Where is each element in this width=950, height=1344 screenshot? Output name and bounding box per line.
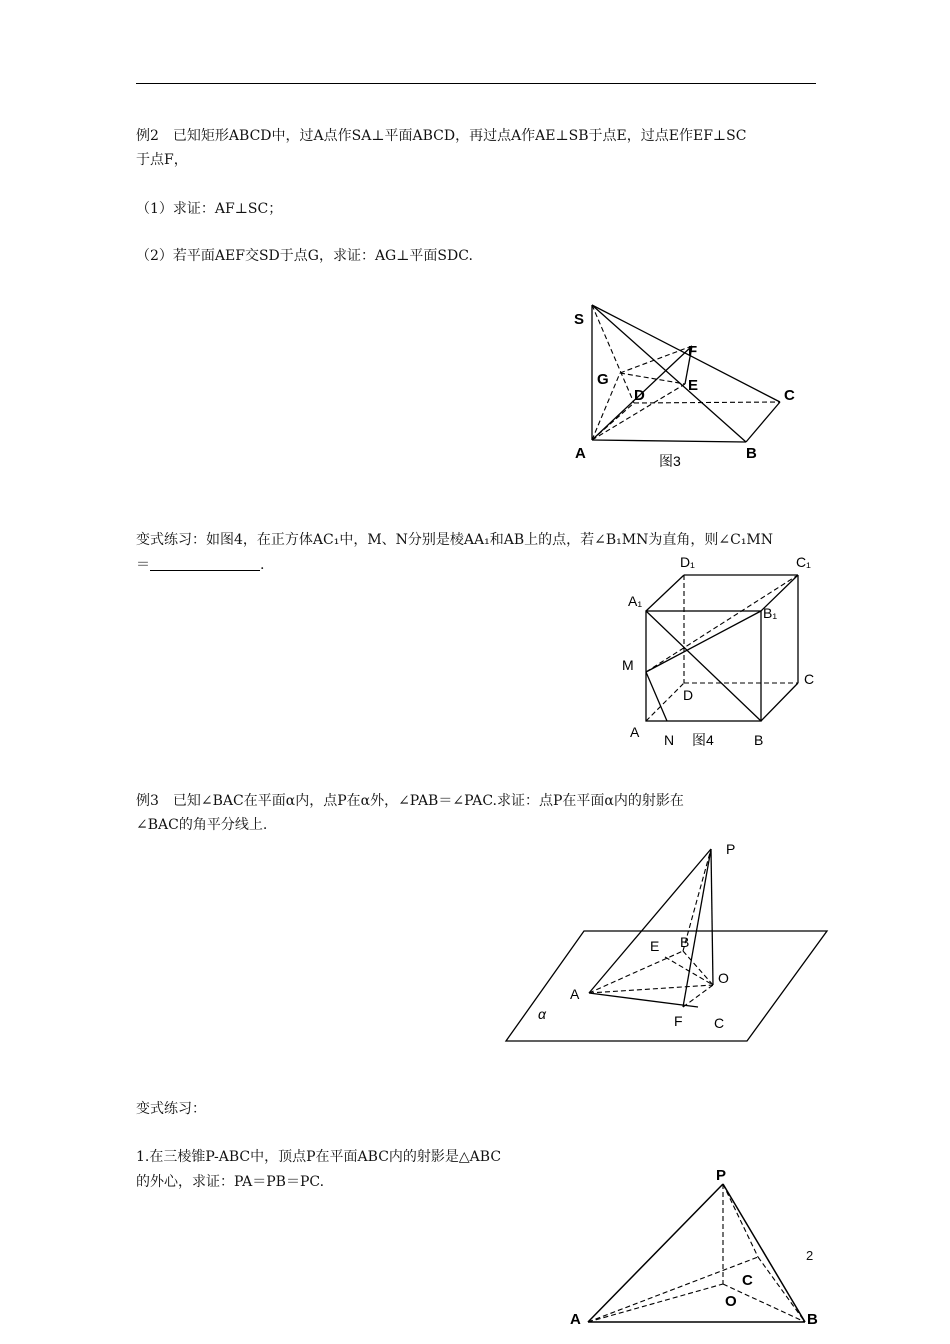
var1-period: . (260, 557, 265, 573)
ex2-line2: 于点F， (136, 152, 188, 168)
figure-5 (500, 835, 835, 1047)
fig4-label-a1: A₁ (628, 593, 643, 609)
fig5-label-alpha: α (538, 1006, 546, 1022)
var2-line2: 的外心，求证：PA＝PB＝PC. (136, 1174, 325, 1190)
fig5-label-a: A (570, 986, 580, 1002)
fig4-label-b1: B₁ (763, 605, 778, 621)
fig5-label-o: O (718, 970, 729, 986)
ex3-line1: 例3 已知∠BAC在平面α内，点P在α外，∠PAB＝∠PAC.求证：点P在平面α内的射影在 (136, 793, 684, 809)
fig3-label-e: E (688, 377, 699, 394)
page-number: 2 (806, 1248, 814, 1263)
fig3-label-f: F (688, 343, 698, 360)
figure-4 (620, 550, 820, 755)
fig5-label-c: C (714, 1015, 725, 1031)
fig4-caption: 图4 (692, 732, 714, 748)
figure-6 (560, 1160, 830, 1344)
answer-blank[interactable] (150, 556, 260, 571)
fig5-label-p: P (726, 841, 736, 857)
fig3-label-c: C (784, 387, 795, 404)
var2-line1: 1.在三棱锥P-ABC中，顶点P在平面ABC内的射影是△ABC (136, 1149, 502, 1165)
fig3-label-g: G (597, 371, 609, 388)
fig3-caption: 图3 (659, 453, 681, 469)
ex2-q1: （1）求证：AF⊥SC； (136, 201, 283, 217)
fig4-label-a: A (630, 724, 640, 740)
fig3-label-s: S (574, 311, 585, 328)
fig6-label-p: P (716, 1167, 727, 1184)
fig6-label-o: O (725, 1293, 737, 1310)
fig6-label-c: C (742, 1272, 753, 1289)
fig4-label-c1: C₁ (796, 554, 811, 570)
header-rule (136, 83, 816, 84)
fig4-label-b: B (754, 732, 764, 748)
var1-equals: ＝ (136, 557, 150, 573)
ex3-line2: ∠BAC的角平分线上. (136, 817, 268, 833)
figure-3 (560, 300, 810, 475)
var1-line2 (136, 553, 264, 577)
var2-heading: 变式练习： (136, 1101, 206, 1117)
fig4-label-n: N (664, 732, 675, 748)
var1-line1: 变式练习：如图4，在正方体AC₁中，M、N分别是棱AA₁和AB上的点，若∠B₁MN为直角，则∠C₁MN (136, 532, 774, 548)
fig3-label-a: A (575, 445, 586, 462)
fig5-label-e: E (650, 938, 660, 954)
fig4-label-d1: D₁ (680, 554, 695, 570)
fig3-label-d: D (634, 387, 645, 404)
fig4-label-d: D (683, 687, 694, 703)
fig6-label-a: A (570, 1311, 581, 1328)
fig5-label-b: B (680, 934, 690, 950)
fig6-label-b: B (807, 1311, 818, 1328)
fig5-label-f: F (674, 1013, 683, 1029)
fig4-label-c: C (804, 671, 815, 687)
ex2-q2: （2）若平面AEF交SD于点G，求证：AG⊥平面SDC. (136, 248, 473, 264)
ex2-line1: 例2 已知矩形ABCD中，过A点作SA⊥平面ABCD，再过点A作AE⊥SB于点E，过点E作EF⊥SC (136, 128, 747, 144)
fig4-label-m: M (622, 657, 634, 673)
fig3-label-b: B (746, 445, 757, 462)
